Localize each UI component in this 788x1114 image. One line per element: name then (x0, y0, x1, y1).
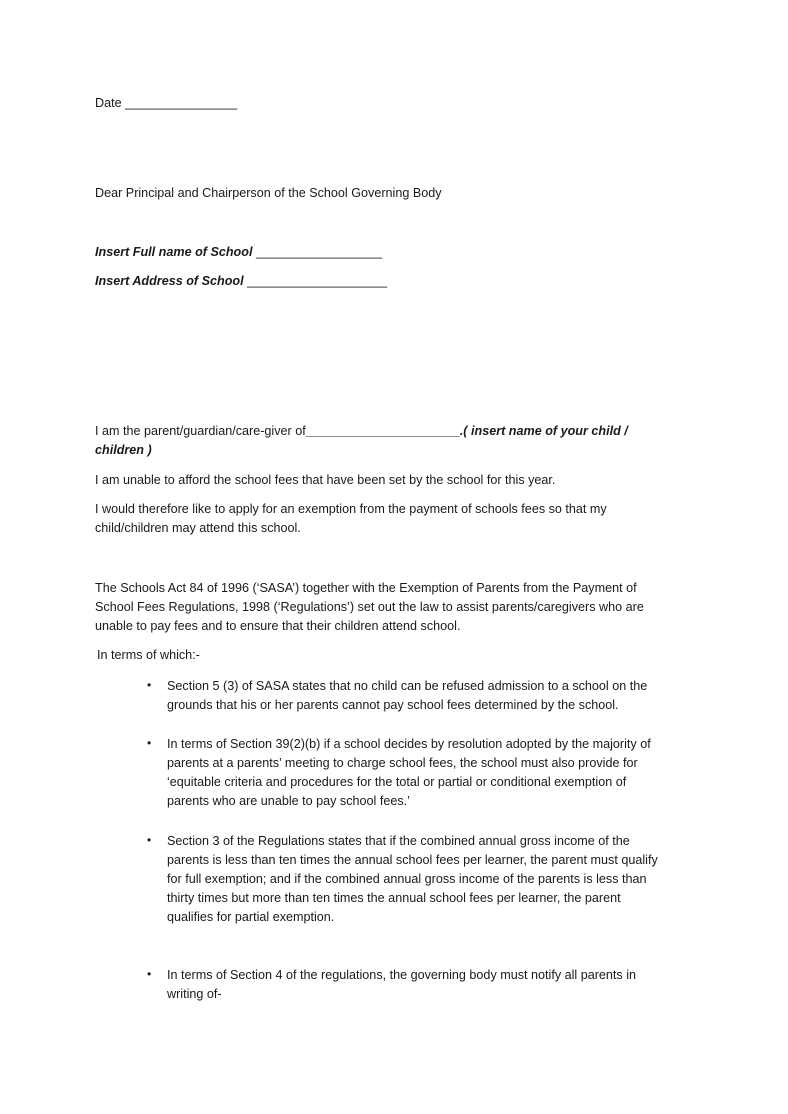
law-paragraph-line: unable to pay fees and to ensure that their children attend school. (95, 619, 461, 633)
date-blank[interactable]: ________________ (125, 96, 238, 110)
bullet-line: parents who are unable to pay school fees.’ (167, 794, 410, 808)
bullet-line: ‘equitable criteria and procedures for the total or partial or conditional exemption of (167, 775, 627, 789)
bullet-line: Section 5 (3) of SASA states that no child can be refused admission to a school on the (167, 679, 648, 693)
school-name-line (95, 243, 382, 262)
bullet-line: In terms of Section 39(2)(b) if a school decides by resolution adopted by the majority of (167, 737, 651, 751)
child-name-text: I am the parent/guardian/care-giver of (95, 424, 306, 438)
child-name-line (95, 422, 628, 441)
school-address-line (95, 272, 387, 291)
bullet-line: for full exemption; and if the combined annual gross income of the parents is less than (167, 872, 647, 886)
bullet-line: writing of- (167, 987, 222, 1001)
date-line (95, 94, 237, 113)
apply-statement-2: child/children may attend this school. (95, 521, 301, 535)
child-name-note-cont: children ) (95, 443, 152, 457)
law-paragraph-line: School Fees Regulations, 1998 (‘Regulations’) set out the law to assist parents/caregivers who are (95, 600, 644, 614)
child-name-blank[interactable]: ______________________ (305, 424, 460, 438)
date-label: Date (95, 96, 122, 110)
bullet-icon: • (147, 678, 152, 692)
bullet-line: qualifies for partial exemption. (167, 910, 335, 924)
unable-statement: I am unable to afford the school fees that have been set by the school for this year. (95, 473, 556, 487)
bullet-icon: • (147, 833, 152, 847)
school-address-label: Insert Address of School (95, 274, 244, 288)
bullet-line: grounds that his or her parents cannot pay school fees determined by the school. (167, 698, 619, 712)
law-paragraph-line: The Schools Act 84 of 1996 (‘SASA’) together with the Exemption of Parents from the Payment of (95, 581, 637, 595)
school-address-blank[interactable]: ____________________ (247, 274, 388, 288)
bullet-line: In terms of Section 4 of the regulations, the governing body must notify all parents in (167, 968, 637, 982)
bullet-icon: • (147, 967, 152, 981)
bullet-line: parents at a parents’ meeting to charge school fees, the school must also provide for (167, 756, 638, 770)
school-name-label: Insert Full name of School (95, 245, 253, 259)
child-name-note: .( insert name of your child / (459, 424, 628, 438)
in-terms-of-which: In terms of which:- (97, 648, 200, 662)
bullet-icon: • (147, 736, 152, 750)
school-name-blank[interactable]: __________________ (255, 245, 383, 259)
salutation: Dear Principal and Chairperson of the School Governing Body (95, 186, 442, 200)
bullet-line: Section 3 of the Regulations states that if the combined annual gross income of the (167, 834, 630, 848)
bullet-line: parents is less than ten times the annual school fees per learner, the parent must qualify (167, 853, 658, 867)
apply-statement-1: I would therefore like to apply for an exemption from the payment of schools fees so that my (95, 502, 607, 516)
bullet-line: thirty times but more than ten times the annual school fees per learner, the parent (167, 891, 621, 905)
